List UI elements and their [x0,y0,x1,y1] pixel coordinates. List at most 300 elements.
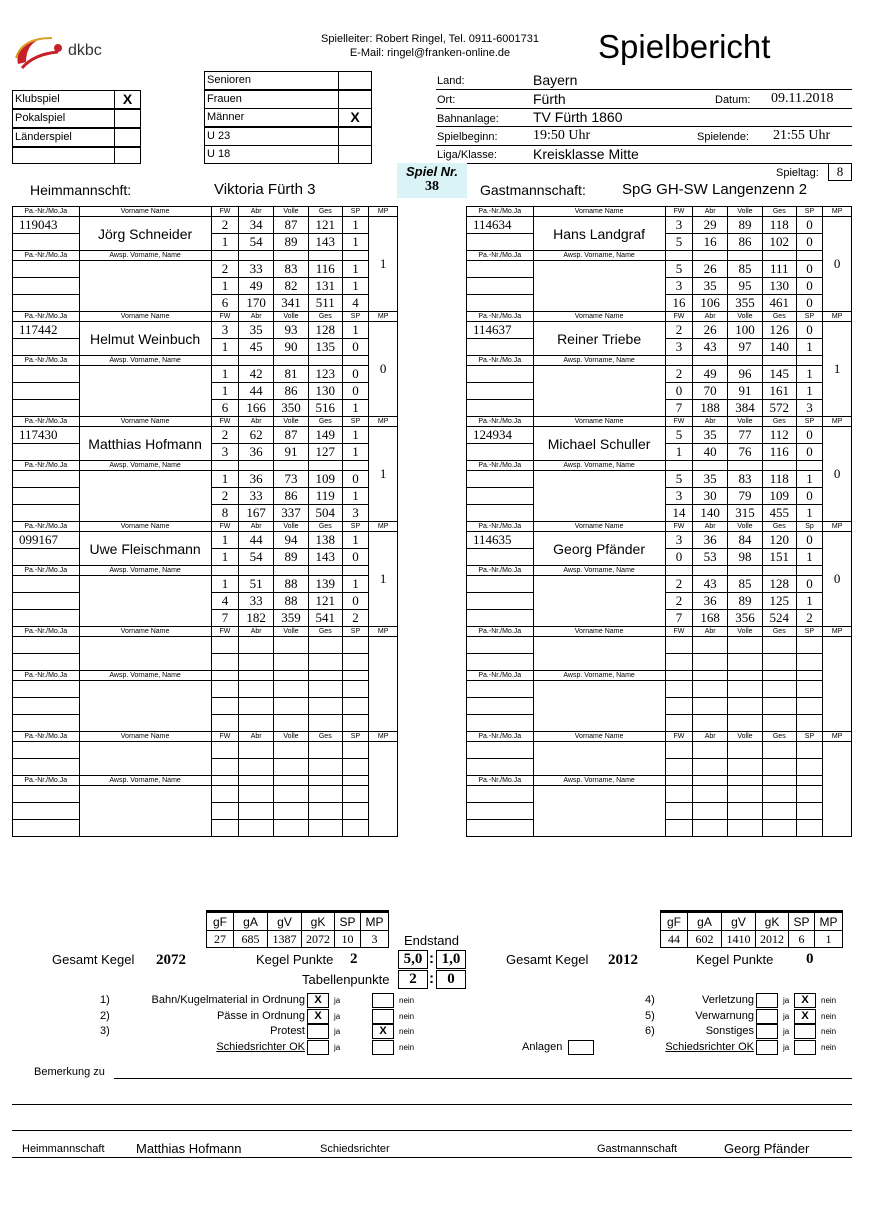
fw-value[interactable] [665,681,693,698]
fw-value[interactable]: 3 [665,217,693,234]
fw-value[interactable]: 5 [665,261,693,278]
fw-value[interactable]: 1 [211,278,239,295]
ges-value[interactable]: 455 [762,505,796,522]
sp-value[interactable]: 1 [796,471,823,488]
player-name[interactable] [79,742,211,776]
category-mark[interactable] [338,127,372,146]
sub-pass-cell[interactable] [467,803,534,820]
volle-value[interactable]: 86 [728,234,763,251]
abr-value[interactable]: 36 [239,471,274,488]
fw-value[interactable]: 2 [665,366,693,383]
pass-number-cell[interactable] [13,444,80,461]
volle-value[interactable] [728,742,763,759]
ges-value[interactable] [762,698,796,715]
volle-value[interactable]: 76 [728,444,763,461]
mp-value[interactable]: 0 [369,322,398,417]
ges-value[interactable] [308,820,342,837]
check-nein-box[interactable] [794,1024,816,1039]
sp-value[interactable]: 1 [342,400,369,417]
sub-pass-cell[interactable] [467,488,534,505]
abr-value[interactable] [239,803,274,820]
abr-value[interactable]: 33 [239,488,274,505]
fw-value[interactable]: 14 [665,505,693,522]
sp-value[interactable] [342,803,369,820]
fw-value[interactable] [211,742,239,759]
game-type-mark[interactable] [114,128,141,147]
volle-value[interactable]: 81 [274,366,309,383]
sp-value[interactable] [342,820,369,837]
ges-value[interactable] [762,820,796,837]
ges-value[interactable]: 109 [762,488,796,505]
sp-value[interactable] [342,681,369,698]
sub-pass-cell[interactable] [467,820,534,837]
anlagen-box[interactable] [568,1040,594,1055]
volle-value[interactable]: 341 [274,295,309,312]
ges-value[interactable]: 511 [308,295,342,312]
fw-value[interactable]: 2 [211,261,239,278]
fw-value[interactable] [665,759,693,776]
ges-value[interactable] [308,681,342,698]
sub-pass-cell[interactable] [467,681,534,698]
volle-value[interactable]: 89 [728,217,763,234]
volle-value[interactable] [728,698,763,715]
sub-pass-cell[interactable] [13,488,80,505]
abr-value[interactable]: 166 [239,400,274,417]
mp-value[interactable]: 0 [823,532,852,627]
ges-value[interactable]: 140 [762,339,796,356]
abr-value[interactable] [239,698,274,715]
sub-pass-cell[interactable] [467,698,534,715]
check-nein-box[interactable] [372,1009,394,1024]
sp-value[interactable] [796,742,823,759]
sp-value[interactable]: 0 [796,488,823,505]
abr-value[interactable] [693,681,728,698]
volle-value[interactable]: 86 [274,488,309,505]
abr-value[interactable]: 106 [693,295,728,312]
abr-value[interactable]: 140 [693,505,728,522]
abr-value[interactable]: 33 [239,261,274,278]
abr-value[interactable]: 34 [239,217,274,234]
abr-value[interactable] [239,786,274,803]
check-nein-box[interactable]: X [372,1024,394,1039]
abr-value[interactable]: 182 [239,610,274,627]
ges-value[interactable]: 161 [762,383,796,400]
ges-value[interactable]: 151 [762,549,796,566]
fw-value[interactable]: 8 [211,505,239,522]
sp-value[interactable]: 1 [342,444,369,461]
volle-value[interactable]: 384 [728,400,763,417]
mp-value[interactable]: 1 [369,532,398,627]
sub-name-cell[interactable] [79,681,211,732]
pass-number[interactable]: 114637 [467,322,534,339]
volle-value[interactable] [274,698,309,715]
fw-value[interactable]: 6 [211,400,239,417]
fw-value[interactable] [211,715,239,732]
fw-value[interactable]: 2 [665,322,693,339]
player-name[interactable] [79,637,211,671]
fw-value[interactable]: 3 [665,532,693,549]
sp-value[interactable]: 3 [342,505,369,522]
sp-value[interactable]: 1 [342,278,369,295]
volle-value[interactable]: 83 [274,261,309,278]
ges-value[interactable]: 111 [762,261,796,278]
sp-value[interactable]: 2 [796,610,823,627]
sub-pass-cell[interactable] [13,593,80,610]
abr-value[interactable] [693,654,728,671]
sub-pass-cell[interactable] [13,295,80,312]
fw-value[interactable]: 2 [211,488,239,505]
signature-line[interactable] [12,1157,852,1158]
sub-pass-cell[interactable] [467,295,534,312]
ges-value[interactable]: 138 [308,532,342,549]
ges-value[interactable] [762,637,796,654]
abr-value[interactable] [693,637,728,654]
pass-number-cell[interactable] [467,234,534,251]
mp-value[interactable]: 1 [823,322,852,417]
sub-name-cell[interactable] [79,366,211,417]
fw-value[interactable] [211,759,239,776]
pass-number-cell[interactable] [13,759,80,776]
sp-value[interactable] [342,742,369,759]
sub-pass-cell[interactable] [13,786,80,803]
player-name[interactable]: Jörg Schneider [79,217,211,251]
volle-value[interactable] [728,654,763,671]
sp-value[interactable]: 0 [796,278,823,295]
game-type-mark[interactable] [114,109,141,128]
abr-value[interactable]: 35 [693,471,728,488]
ges-value[interactable] [308,786,342,803]
abr-value[interactable]: 16 [693,234,728,251]
volle-value[interactable]: 91 [274,444,309,461]
mp-value[interactable]: 0 [823,217,852,312]
fw-value[interactable]: 3 [211,322,239,339]
sp-value[interactable]: 1 [796,593,823,610]
ges-value[interactable] [762,654,796,671]
ges-value[interactable]: 541 [308,610,342,627]
fw-value[interactable] [665,803,693,820]
sp-value[interactable] [796,759,823,776]
sp-value[interactable]: 0 [796,217,823,234]
ges-value[interactable]: 119 [308,488,342,505]
volle-value[interactable] [274,786,309,803]
fw-value[interactable]: 0 [665,549,693,566]
volle-value[interactable]: 100 [728,322,763,339]
fw-value[interactable]: 3 [665,339,693,356]
abr-value[interactable]: 45 [239,339,274,356]
sub-name-cell[interactable] [79,786,211,837]
sp-value[interactable]: 1 [342,234,369,251]
fw-value[interactable] [211,654,239,671]
ges-value[interactable] [762,803,796,820]
check-ja-box[interactable]: X [307,993,329,1008]
player-name[interactable] [533,637,665,671]
abr-value[interactable]: 44 [239,383,274,400]
abr-value[interactable] [693,698,728,715]
volle-value[interactable]: 88 [274,593,309,610]
volle-value[interactable]: 98 [728,549,763,566]
player-name[interactable]: Matthias Hofmann [79,427,211,461]
sub-pass-cell[interactable] [13,278,80,295]
sub-pass-cell[interactable] [13,681,80,698]
pass-number-cell[interactable] [13,654,80,671]
mp-value[interactable] [823,637,852,732]
volle-value[interactable]: 337 [274,505,309,522]
ges-value[interactable] [308,654,342,671]
sub-pass-cell[interactable] [467,786,534,803]
sp-value[interactable] [796,681,823,698]
ges-value[interactable] [308,715,342,732]
sub-pass-cell[interactable] [467,593,534,610]
abr-value[interactable]: 42 [239,366,274,383]
abr-value[interactable] [693,759,728,776]
fw-value[interactable]: 2 [211,217,239,234]
abr-value[interactable] [239,759,274,776]
volle-value[interactable]: 89 [728,593,763,610]
category-mark[interactable] [338,90,372,109]
check-ja-box[interactable]: X [307,1009,329,1024]
sub-name-cell[interactable] [533,366,665,417]
sp-value[interactable]: 0 [796,322,823,339]
player-name[interactable]: Hans Landgraf [533,217,665,251]
abr-value[interactable]: 26 [693,322,728,339]
ges-value[interactable]: 516 [308,400,342,417]
fw-value[interactable]: 1 [211,549,239,566]
ges-value[interactable]: 123 [308,366,342,383]
sp-value[interactable]: 0 [796,532,823,549]
abr-value[interactable]: 167 [239,505,274,522]
pass-number-cell[interactable] [467,339,534,356]
volle-value[interactable]: 88 [274,576,309,593]
volle-value[interactable]: 73 [274,471,309,488]
ges-value[interactable]: 121 [308,593,342,610]
fw-value[interactable] [665,698,693,715]
pass-number[interactable] [467,637,534,654]
abr-value[interactable] [693,715,728,732]
sub-pass-cell[interactable] [13,803,80,820]
sp-value[interactable]: 1 [342,532,369,549]
ges-value[interactable]: 126 [762,322,796,339]
fw-value[interactable]: 5 [665,471,693,488]
sub-name-cell[interactable] [533,786,665,837]
check-nein-box[interactable]: X [794,993,816,1008]
ges-value[interactable]: 149 [308,427,342,444]
volle-value[interactable]: 89 [274,549,309,566]
fw-value[interactable]: 1 [211,234,239,251]
pass-number-cell[interactable] [467,654,534,671]
abr-value[interactable] [239,820,274,837]
sub-pass-cell[interactable] [467,715,534,732]
sub-name-cell[interactable] [79,471,211,522]
abr-value[interactable]: 188 [693,400,728,417]
fw-value[interactable]: 2 [211,427,239,444]
ges-value[interactable]: 127 [308,444,342,461]
ges-value[interactable]: 128 [308,322,342,339]
sub-pass-cell[interactable] [467,278,534,295]
volle-value[interactable]: 87 [274,217,309,234]
abr-value[interactable]: 62 [239,427,274,444]
volle-value[interactable]: 84 [728,532,763,549]
sub-name-cell[interactable] [533,576,665,627]
check-ja-box[interactable] [307,1040,329,1055]
sp-value[interactable] [796,803,823,820]
sp-value[interactable]: 1 [796,505,823,522]
pass-number[interactable] [13,637,80,654]
volle-value[interactable] [728,820,763,837]
player-name[interactable] [533,742,665,776]
sub-name-cell[interactable] [533,471,665,522]
sp-value[interactable]: 1 [796,549,823,566]
volle-value[interactable] [274,742,309,759]
sp-value[interactable]: 0 [796,295,823,312]
volle-value[interactable]: 85 [728,576,763,593]
volle-value[interactable]: 91 [728,383,763,400]
volle-value[interactable]: 359 [274,610,309,627]
abr-value[interactable] [693,742,728,759]
sub-pass-cell[interactable] [13,610,80,627]
fw-value[interactable] [665,637,693,654]
fw-value[interactable]: 4 [211,593,239,610]
volle-value[interactable] [728,715,763,732]
sp-value[interactable] [342,759,369,776]
fw-value[interactable] [211,786,239,803]
sub-pass-cell[interactable] [13,715,80,732]
player-name[interactable]: Georg Pfänder [533,532,665,566]
fw-value[interactable]: 7 [211,610,239,627]
sp-value[interactable] [796,715,823,732]
fw-value[interactable] [211,820,239,837]
ges-value[interactable]: 130 [308,383,342,400]
fw-value[interactable]: 1 [211,576,239,593]
check-ja-box[interactable] [307,1024,329,1039]
fw-value[interactable] [665,820,693,837]
fw-value[interactable]: 5 [665,234,693,251]
sub-pass-cell[interactable] [467,261,534,278]
check-nein-box[interactable] [372,1040,394,1055]
fw-value[interactable]: 3 [665,278,693,295]
sub-pass-cell[interactable] [467,366,534,383]
mp-value[interactable] [369,742,398,837]
fw-value[interactable] [665,786,693,803]
abr-value[interactable]: 26 [693,261,728,278]
volle-value[interactable] [274,820,309,837]
abr-value[interactable]: 43 [693,576,728,593]
abr-value[interactable]: 70 [693,383,728,400]
bemerkung-line-3[interactable] [12,1130,852,1131]
ges-value[interactable]: 109 [308,471,342,488]
volle-value[interactable] [728,637,763,654]
sp-value[interactable]: 0 [342,471,369,488]
sp-value[interactable]: 3 [796,400,823,417]
check-ja-box[interactable] [756,1024,778,1039]
sub-pass-cell[interactable] [13,383,80,400]
sp-value[interactable]: 1 [342,576,369,593]
sp-value[interactable] [796,637,823,654]
volle-value[interactable]: 93 [274,322,309,339]
pass-number-cell[interactable] [13,549,80,566]
sp-value[interactable]: 0 [342,593,369,610]
abr-value[interactable]: 29 [693,217,728,234]
abr-value[interactable] [693,820,728,837]
sp-value[interactable] [342,654,369,671]
volle-value[interactable] [274,803,309,820]
volle-value[interactable]: 79 [728,488,763,505]
sub-name-cell[interactable] [79,576,211,627]
volle-value[interactable]: 85 [728,261,763,278]
sp-value[interactable] [342,637,369,654]
ges-value[interactable]: 135 [308,339,342,356]
sp-value[interactable]: 0 [342,383,369,400]
volle-value[interactable] [728,759,763,776]
fw-value[interactable]: 1 [211,532,239,549]
abr-value[interactable] [239,654,274,671]
abr-value[interactable]: 43 [693,339,728,356]
ges-value[interactable] [762,742,796,759]
volle-value[interactable]: 356 [728,610,763,627]
pass-number[interactable]: 119043 [13,217,80,234]
abr-value[interactable]: 36 [239,444,274,461]
abr-value[interactable]: 53 [693,549,728,566]
pass-number[interactable]: 114635 [467,532,534,549]
ges-value[interactable]: 118 [762,471,796,488]
sub-pass-cell[interactable] [13,400,80,417]
sp-value[interactable] [796,820,823,837]
volle-value[interactable]: 96 [728,366,763,383]
player-name[interactable]: Helmut Weinbuch [79,322,211,356]
sub-pass-cell[interactable] [467,505,534,522]
sub-pass-cell[interactable] [13,820,80,837]
sp-value[interactable] [342,786,369,803]
abr-value[interactable] [693,803,728,820]
volle-value[interactable]: 77 [728,427,763,444]
abr-value[interactable]: 35 [693,427,728,444]
pass-number[interactable]: 117442 [13,322,80,339]
abr-value[interactable]: 33 [239,593,274,610]
pass-number-cell[interactable] [13,234,80,251]
fw-value[interactable] [211,681,239,698]
sub-name-cell[interactable] [79,261,211,312]
volle-value[interactable] [274,681,309,698]
sp-value[interactable]: 0 [342,339,369,356]
volle-value[interactable]: 83 [728,471,763,488]
sp-value[interactable]: 0 [796,427,823,444]
mp-value[interactable]: 1 [369,217,398,312]
pass-number[interactable]: 124934 [467,427,534,444]
sub-pass-cell[interactable] [467,610,534,627]
ges-value[interactable]: 461 [762,295,796,312]
ges-value[interactable]: 112 [762,427,796,444]
sp-value[interactable] [796,698,823,715]
category-mark[interactable]: X [338,108,372,127]
volle-value[interactable] [728,681,763,698]
abr-value[interactable]: 44 [239,532,274,549]
ges-value[interactable]: 504 [308,505,342,522]
volle-value[interactable] [728,803,763,820]
fw-value[interactable]: 7 [665,400,693,417]
abr-value[interactable]: 168 [693,610,728,627]
sp-value[interactable]: 0 [342,549,369,566]
sp-value[interactable]: 0 [796,234,823,251]
volle-value[interactable] [274,654,309,671]
ges-value[interactable] [308,803,342,820]
volle-value[interactable]: 350 [274,400,309,417]
check-ja-box[interactable] [756,993,778,1008]
category-mark[interactable] [338,145,372,164]
ges-value[interactable]: 125 [762,593,796,610]
sub-pass-cell[interactable] [13,698,80,715]
ges-value[interactable]: 102 [762,234,796,251]
sp-value[interactable]: 0 [342,366,369,383]
fw-value[interactable]: 5 [665,427,693,444]
